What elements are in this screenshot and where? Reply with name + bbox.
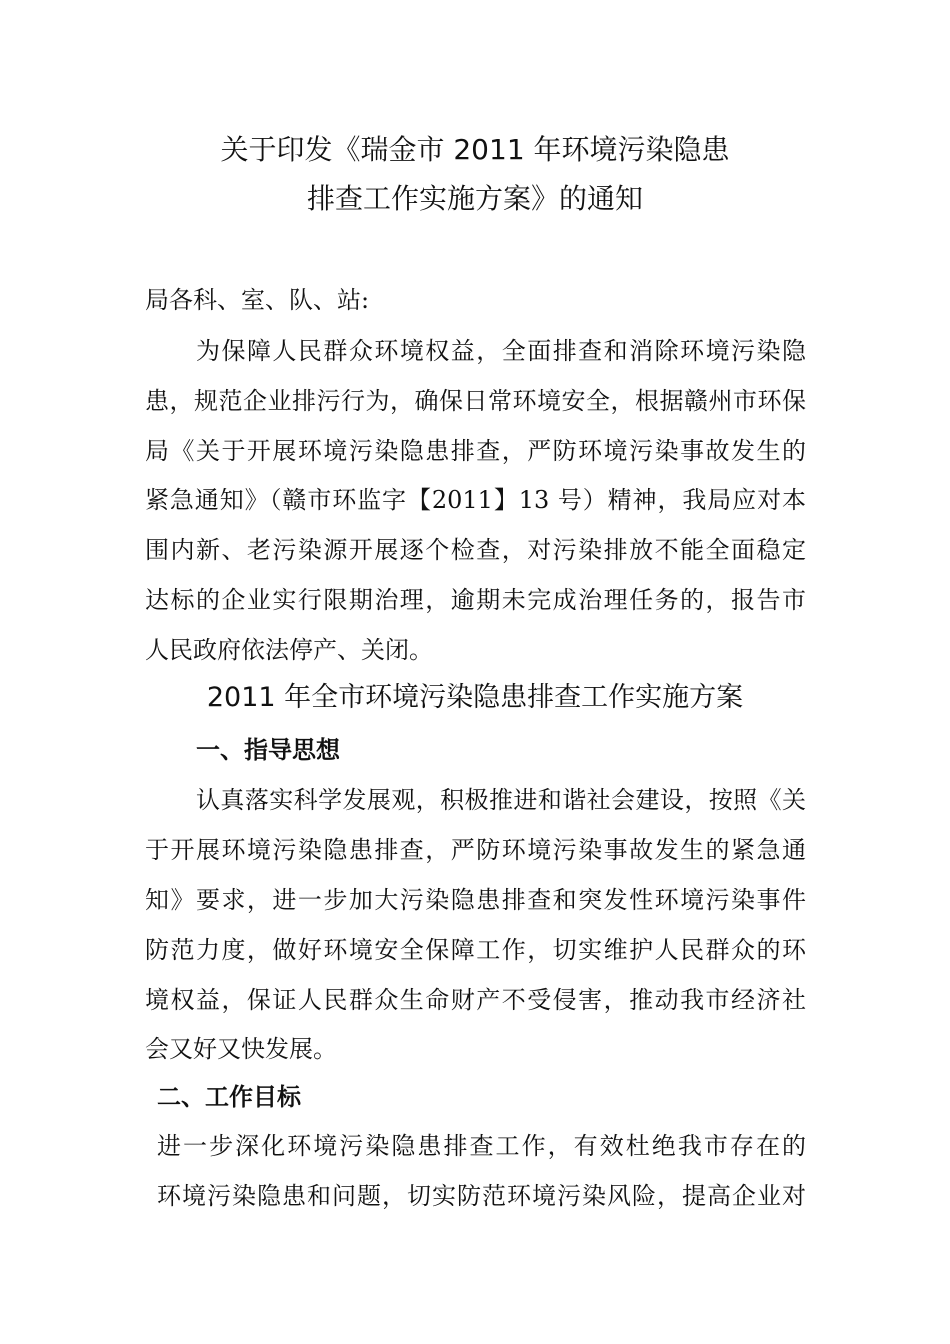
section-1-line: 于开展环境污染隐患排查，严防环境污染事故发生的紧急通 (145, 836, 806, 864)
document-title-line-2: 排查工作实施方案》的通知 (306, 182, 643, 215)
intro-line: 围内新、老污染源开展逐个检查，对污染排放不能全面稳定 (145, 536, 806, 564)
section-1-heading: 一、指导思想 (196, 736, 340, 764)
document-title-line-1: 关于印发《瑞金市 2011 年环境污染隐患 (220, 133, 730, 166)
section-1-line: 防范力度，做好环境安全保障工作，切实维护人民群众的环 (145, 936, 806, 964)
intro-line: 紧急通知》（赣市环监字【2011】13 号）精神，我局应对本 (145, 486, 806, 514)
section-2-line: 进一步深化环境污染隐患排查工作，有效杜绝我市存在的 (157, 1132, 806, 1160)
section-2-line: 环境污染隐患和问题，切实防范环境污染风险，提高企业对 (157, 1182, 806, 1210)
intro-line: 人民政府依法停产、关闭。 (145, 636, 433, 664)
intro-line: 达标的企业实行限期治理，逾期未完成治理任务的，报告市 (145, 586, 806, 614)
section-1-line: 认真落实科学发展观，积极推进和谐社会建设，按照《关 (196, 786, 806, 814)
intro-line: 患，规范企业排污行为，确保日常环境安全，根据赣州市环保 (145, 387, 806, 415)
plan-title: 2011 年全市环境污染隐患排查工作实施方案 (206, 682, 744, 713)
section-2-heading: 二、工作目标 (157, 1083, 301, 1111)
section-1-line: 会又好又快发展。 (145, 1035, 337, 1063)
intro-line: 为保障人民群众环境权益，全面排查和消除环境污染隐 (196, 337, 806, 365)
salutation: 局各科、室、队、站: (145, 286, 370, 314)
section-1-line: 知》要求，进一步加大污染隐患排查和突发性环境污染事件 (145, 886, 806, 914)
section-1-line: 境权益，保证人民群众生命财产不受侵害，推动我市经济社 (145, 986, 806, 1014)
intro-line: 局《关于开展环境污染隐患排查，严防环境污染事故发生的 (145, 437, 806, 465)
